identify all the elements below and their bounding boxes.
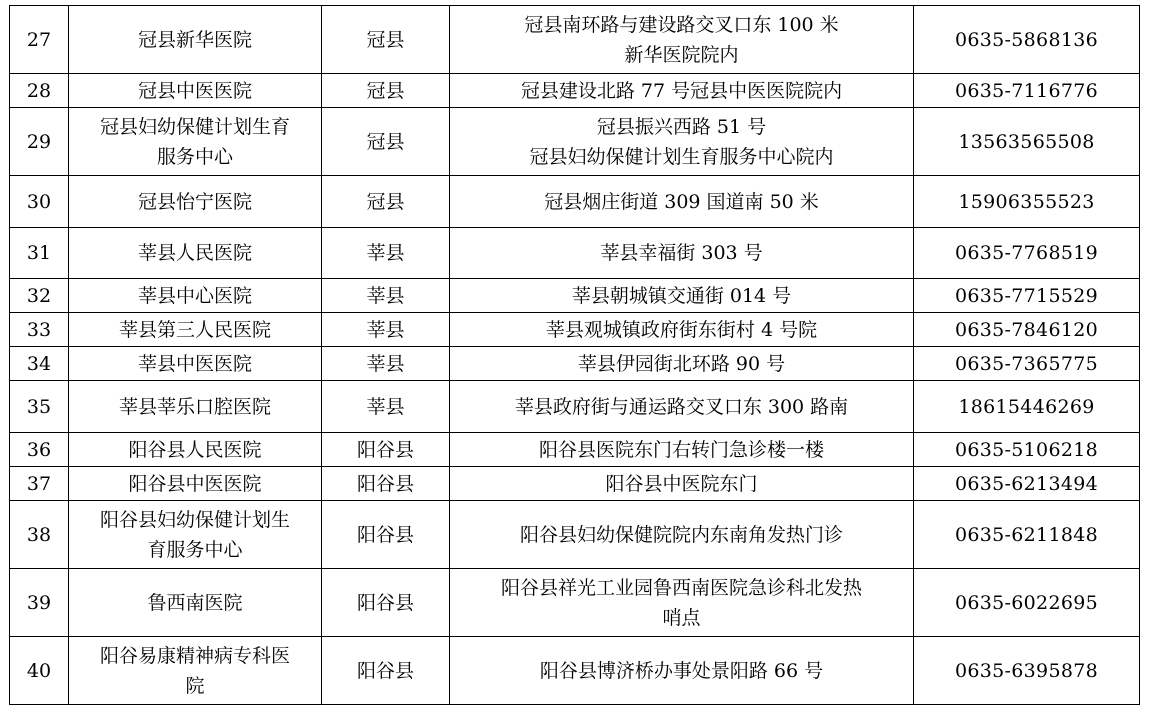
cell-county: 冠县 xyxy=(322,74,450,108)
cell-address-line: 阳谷县中医院东门 xyxy=(605,472,758,495)
cell-address-line: 冠县妇幼保健计划生育服务中心院内 xyxy=(529,145,834,168)
cell-address-line: 莘县幸福街 303 号 xyxy=(600,242,763,264)
table-row xyxy=(10,501,1140,569)
cell-address-line: 莘县朝城镇交通街 014 号 xyxy=(571,284,792,307)
cell-address-line: 莘县政府街与通运路交叉口东 300 路南 xyxy=(514,395,849,418)
table-row xyxy=(10,313,1140,347)
cell-address xyxy=(450,347,914,381)
table-row xyxy=(10,176,1140,228)
cell-hospital-name-line: 鲁西南医院 xyxy=(147,591,243,614)
cell-hospital-name-line: 莘县中医医院 xyxy=(137,352,252,375)
table-row xyxy=(10,637,1140,705)
cell-hospital-name-line: 阳谷县妇幼保健计划生 xyxy=(99,508,290,531)
cell-county: 冠县 xyxy=(322,176,450,228)
table-body xyxy=(10,6,1140,705)
cell-county: 阳谷县 xyxy=(322,637,450,705)
cell-hospital-name-line: 冠县怡宁医院 xyxy=(137,190,252,213)
cell-phone: 0635-6395878 xyxy=(914,637,1140,705)
cell-phone: 13563565508 xyxy=(914,108,1140,176)
cell-county: 莘县 xyxy=(322,347,450,381)
cell-hospital-name xyxy=(69,637,322,705)
cell-hospital-name xyxy=(69,501,322,569)
cell-hospital-name-line: 服务中心 xyxy=(156,145,233,168)
cell-hospital-name xyxy=(69,108,322,176)
cell-hospital-name xyxy=(69,467,322,501)
cell-phone: 15906355523 xyxy=(914,176,1140,228)
cell-number: 40 xyxy=(10,637,69,705)
table-row xyxy=(10,347,1140,381)
cell-county: 阳谷县 xyxy=(322,569,450,637)
cell-address xyxy=(450,467,914,501)
table-row xyxy=(10,279,1140,313)
cell-address-line: 阳谷县妇幼保健院院内东南角发热门诊 xyxy=(519,523,843,546)
cell-address-line: 哨点 xyxy=(662,606,701,629)
cell-number: 37 xyxy=(10,467,69,501)
cell-county: 阳谷县 xyxy=(322,433,450,467)
cell-hospital-name xyxy=(69,74,322,108)
cell-address xyxy=(450,433,914,467)
cell-county: 莘县 xyxy=(322,381,450,433)
cell-phone: 0635-6211848 xyxy=(914,501,1140,569)
table-row xyxy=(10,74,1140,108)
cell-hospital-name-line: 冠县妇幼保健计划生育 xyxy=(99,115,290,138)
cell-phone: 0635-6213494 xyxy=(914,467,1140,501)
cell-address xyxy=(450,637,914,705)
cell-address xyxy=(450,313,914,347)
cell-number: 27 xyxy=(10,6,69,74)
cell-number: 36 xyxy=(10,433,69,467)
cell-number: 34 xyxy=(10,347,69,381)
cell-county: 阳谷县 xyxy=(322,467,450,501)
cell-number: 35 xyxy=(10,381,69,433)
cell-hospital-name-line: 冠县新华医院 xyxy=(137,28,252,51)
table-row xyxy=(10,569,1140,637)
cell-address xyxy=(450,569,914,637)
cell-number: 38 xyxy=(10,501,69,569)
cell-hospital-name-line: 阳谷县人民医院 xyxy=(128,438,262,461)
cell-hospital-name xyxy=(69,176,322,228)
cell-phone: 0635-6022695 xyxy=(914,569,1140,637)
cell-hospital-name xyxy=(69,347,322,381)
cell-address-line: 阳谷县医院东门右转门急诊楼一楼 xyxy=(538,438,824,461)
cell-hospital-name xyxy=(69,569,322,637)
cell-county: 冠县 xyxy=(322,6,450,74)
cell-phone: 0635-7715529 xyxy=(914,279,1140,313)
cell-number: 32 xyxy=(10,279,69,313)
cell-number: 29 xyxy=(10,108,69,176)
cell-address xyxy=(450,228,914,279)
cell-phone: 0635-7768519 xyxy=(914,228,1140,279)
cell-address-line: 冠县南环路与建设路交叉口东 100 米 xyxy=(524,13,839,36)
cell-address xyxy=(450,381,914,433)
cell-hospital-name-line: 院 xyxy=(185,674,205,697)
cell-hospital-name-line: 冠县中医医院 xyxy=(137,79,252,102)
cell-address-line: 冠县建设北路 77 号冠县中医医院院内 xyxy=(520,79,843,102)
cell-phone: 0635-5106218 xyxy=(914,433,1140,467)
cell-address-line: 冠县烟庄街道 309 国道南 50 米 xyxy=(544,190,819,213)
cell-hospital-name-line: 阳谷县中医医院 xyxy=(128,472,262,495)
table-row xyxy=(10,228,1140,279)
table-row xyxy=(10,108,1140,176)
cell-number: 33 xyxy=(10,313,69,347)
cell-county: 莘县 xyxy=(322,279,450,313)
table-row xyxy=(10,6,1140,74)
cell-number: 31 xyxy=(10,228,69,279)
cell-hospital-name xyxy=(69,6,322,74)
cell-address xyxy=(450,6,914,74)
cell-hospital-name xyxy=(69,433,322,467)
cell-phone: 0635-7116776 xyxy=(914,74,1140,108)
table-row xyxy=(10,381,1140,433)
cell-county: 莘县 xyxy=(322,228,450,279)
cell-phone: 0635-5868136 xyxy=(914,6,1140,74)
cell-county: 阳谷县 xyxy=(322,501,450,569)
table-row xyxy=(10,433,1140,467)
hospital-table xyxy=(9,5,1140,705)
cell-number: 39 xyxy=(10,569,69,637)
cell-hospital-name-line: 育服务中心 xyxy=(147,538,243,561)
cell-hospital-name xyxy=(69,228,322,279)
cell-hospital-name xyxy=(69,381,322,433)
cell-address-line: 阳谷县博济桥办事处景阳路 66 号 xyxy=(539,659,824,682)
cell-number: 28 xyxy=(10,74,69,108)
cell-phone: 0635-7846120 xyxy=(914,313,1140,347)
cell-address-line: 莘县伊园街北环路 90 号 xyxy=(577,352,786,375)
cell-phone: 0635-7365775 xyxy=(914,347,1140,381)
cell-address-line: 阳谷县祥光工业园鲁西南医院急诊科北发热 xyxy=(500,576,862,599)
cell-county: 莘县 xyxy=(322,313,450,347)
cell-hospital-name-line: 莘县第三人民医院 xyxy=(118,318,271,341)
cell-hospital-name-line: 莘县人民医院 xyxy=(137,242,252,264)
cell-hospital-name-line: 莘县莘乐口腔医院 xyxy=(118,395,271,418)
cell-hospital-name-line: 阳谷易康精神病专科医 xyxy=(99,644,290,667)
cell-hospital-name xyxy=(69,279,322,313)
cell-hospital-name-line: 莘县中心医院 xyxy=(137,284,252,307)
table-row xyxy=(10,467,1140,501)
cell-phone: 18615446269 xyxy=(914,381,1140,433)
cell-address-line: 新华医院院内 xyxy=(624,43,739,66)
cell-address-line: 冠县振兴西路 51 号 xyxy=(596,115,767,138)
cell-address xyxy=(450,108,914,176)
cell-county: 冠县 xyxy=(322,108,450,176)
cell-address-line: 莘县观城镇政府街东街村 4 号院 xyxy=(545,318,818,341)
cell-hospital-name xyxy=(69,313,322,347)
cell-address xyxy=(450,501,914,569)
cell-number: 30 xyxy=(10,176,69,228)
cell-address xyxy=(450,74,914,108)
cell-address xyxy=(450,279,914,313)
cell-address xyxy=(450,176,914,228)
